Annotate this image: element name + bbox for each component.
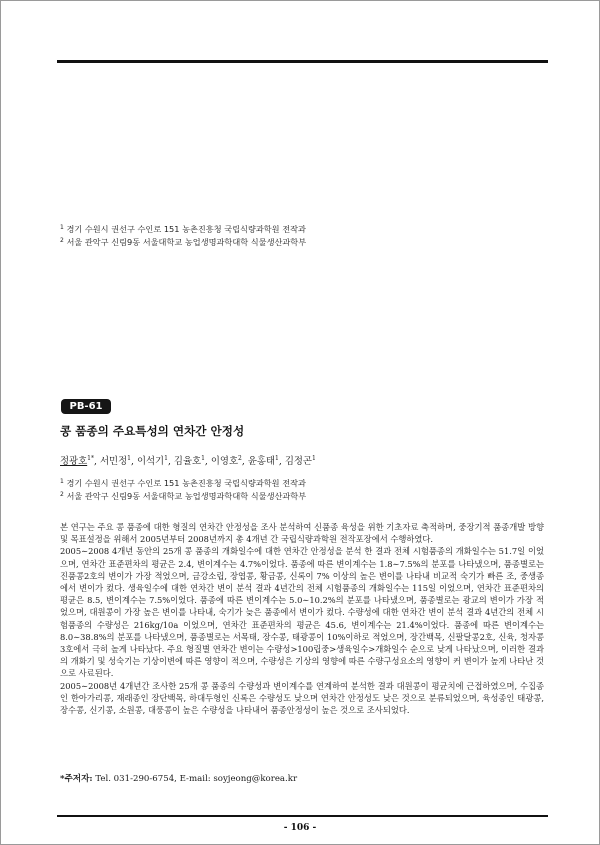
- author-name: 이영호: [210, 456, 239, 467]
- author-name: 김정곤: [284, 456, 312, 467]
- author-name: 김율호: [173, 456, 202, 467]
- abstract-id-badge: PB-61: [61, 399, 111, 414]
- author-name: 정광호: [60, 456, 88, 467]
- abstract-paragraph: 2005∼2008년 4개년간 조사한 25개 콩 품종의 수량성과 변이계수를 연계하여 분석한 결과 대원콩이 평균치에 근접하였으며, 수집종인 한아가리콩, 재래종인 장단백목, 하대두형인 신록은 수량성도 낮으며 연차간 안정성도 낮은 것으로 분류되었으며, 육성종인 태광콩, 장수콩, 신기콩, 소원콩, 대풍콩이 높은 수량성을 나타내어 품종안정성이 높은 것으로 조사되었다.: [60, 680, 544, 716]
- author-mark: 1: [311, 455, 316, 462]
- affiliations: [60, 476, 306, 502]
- author-name: 서민정: [99, 456, 128, 467]
- previous-affiliations: [60, 222, 540, 248]
- affiliation-mark: 2: [60, 491, 64, 498]
- contact-email: E-mail: soyjeong@korea.kr: [179, 774, 298, 784]
- author-mark: 1: [275, 455, 279, 462]
- affiliation-text: 경기 수원시 권선구 수인로 151 농촌진흥청 국립식량과학원 전작과: [66, 478, 306, 488]
- abstract-paragraph: 2005∼2008 4개년 동안의 25개 콩 품종의 개화일수에 대한 연차간 안정성을 분석 한 결과 전체 시험품종의 개화일수는 51.7일 이었으며, 연차간 표준편차의 평균은 2.4, 변이계수는 4.7%이었다. 품종에 따른 변이계수는 1.8∼7.5%의 분포를 나타냈으며, 품종별로는 진품콩2호의 변이가 가장 적었으며, 금강소립, 장엽콩, 황금콩, 신록이 7% 이상의 높은 변이를 나타내 비교적 숙기가 빠른 조, 중생종에서 변이가 컸다. 생육일수에 대한 연차간 변이 분석 결과 4년간의 전체 시험품종의 개화일수는 115일 이었으며, 연차간 표준편차의 평균은 8.5, 변이계수는 7.5%이었다. 품종에 따른 변이계수는 5.0∼10.2%의 분포를 나타냈으며, 품종별로는 광교의 변이가 가장 적었으며, 대원콩이 가장 높은 변이를 나타내, 숙기가 늦은 품종에서 변이가 컸다. 수량성에 대한 연차간 변이 분석 결과 4년간의 전체 시험품종의 수량성은 216kg/10a 이었으며, 연차간 표준편차의 평균은 45.6, 변이계수는 21.4%이었다. 품종에 따른 변이계수는 8.0∼38.8%의 분포를 나타냈으며, 품종별로는 서목태, 장수콩, 태광콩이 10%이하로 적었으며, 장간백목, 신팔달콩2호, 신육, 청자콩3호에서 극히 높게 나타났다. 주요 형질별 연차간 변이는 수량성>100립중>생육일수>개화일수 순으로 낮게 나타났으며, 이러한 결과의 개화기 및 성숙기는 기상이변에 따른 영향이 적으며, 수량성은 기상의 영향에 따른 수량구성요소의 영향이 커 변이가 높게 나타난 것으로 사료된다.: [60, 546, 544, 679]
- abstract-title: 콩 품종의 주요특성의 연차간 안정성: [60, 424, 245, 438]
- author-name: 이석기: [136, 456, 165, 467]
- author-list: 정광호$^{1*}$, 서민정$^1$, 이석기$^1$, 김율호$^1$, 이영호$^2$, 윤홍태$^1$, 김정곤$^1$: [60, 455, 316, 467]
- affiliation-line: [60, 489, 306, 502]
- affiliation-text: 서울 관악구 신림9동 서울대학교 농업생명과학대학 식물생산과학부: [66, 491, 307, 501]
- affiliation-text: 경기 수원시 권선구 수인로 151 농촌진흥청 국립식량과학원 전작과: [66, 224, 306, 234]
- abstract-paragraph: 본 연구는 주요 콩 품종에 대한 형질의 연차간 안정성을 조사 분석하여 신품종 육성을 위한 기초자료 축적하며, 중장기적 품종개발 방향 및 목표설정을 위해서 2005년부터 2008년까지 총 4개년 간 국립식량과학원 전작포장에서 수행하였다.: [60, 522, 544, 545]
- affiliation-text: 서울 관악구 신림9동 서울대학교 농업생명과학대학 식물생산과학부: [66, 237, 307, 247]
- affiliation-line: [60, 476, 306, 489]
- top-rule: [57, 60, 548, 63]
- author-mark: 1*: [87, 455, 94, 462]
- affiliation-mark: 1: [60, 224, 64, 231]
- affiliation-mark: 1: [60, 478, 64, 485]
- author-mark: 1: [127, 455, 131, 462]
- affiliation-mark: 2: [60, 237, 64, 244]
- author-name: 윤홍태: [247, 456, 276, 467]
- abstract-body: [60, 521, 544, 716]
- corresponding-author: [60, 772, 297, 784]
- author-mark: 1: [164, 455, 168, 462]
- page-number: - 106 -: [283, 823, 317, 833]
- affiliation-line: [60, 235, 540, 248]
- author-mark: 1: [201, 455, 205, 462]
- bottom-rule: [57, 815, 548, 817]
- contact-label: *주저자:: [60, 774, 93, 784]
- contact-tel: Tel. 031-290-6754,: [95, 774, 177, 784]
- author-mark: 2: [238, 455, 242, 462]
- affiliation-line: [60, 222, 540, 235]
